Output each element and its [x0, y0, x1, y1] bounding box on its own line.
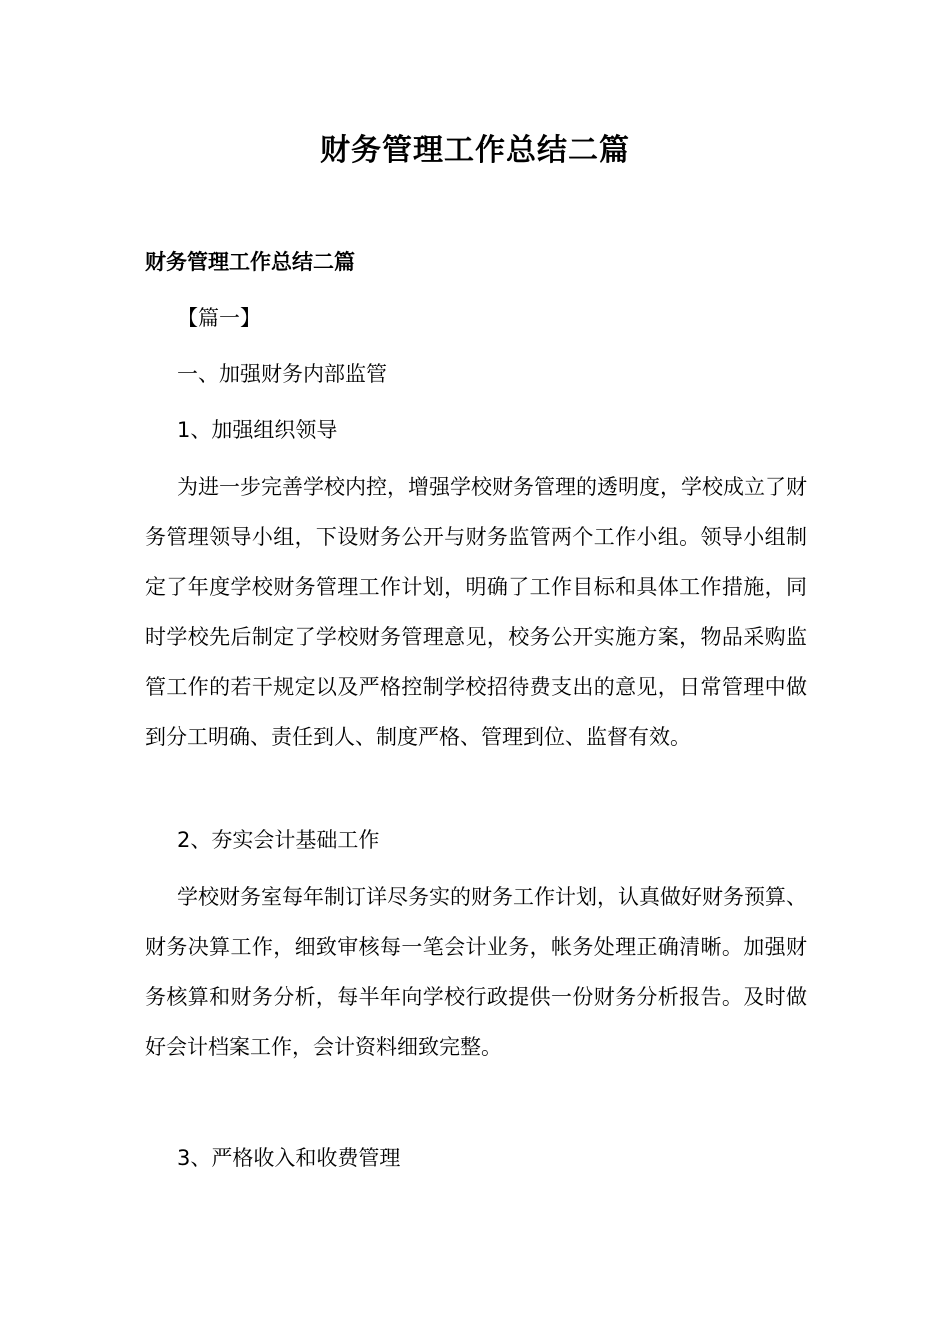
- item-paragraph-2: 学校财务室每年制订详尽务实的财务工作计划，认真做好财务预算、财务决算工作，细致审核每一笔会计业务，帐务处理正确清晰。加强财务核算和财务分析，每半年向学校行政提供一份财务分析报告。及时做好会计档案工作，会计资料细致完整。: [145, 885, 807, 1059]
- section-heading: 一、加强财务内部监管: [177, 362, 387, 386]
- item-heading-3: 3、严格收入和收费管理: [177, 1146, 401, 1170]
- document-subtitle: 财务管理工作总结二篇: [145, 250, 355, 274]
- document-title: 财务管理工作总结二篇: [320, 133, 630, 168]
- item-heading-2: 2、夯实会计基础工作: [177, 828, 380, 852]
- item-heading-1: 1、加强组织领导: [177, 418, 338, 442]
- part-label: 【篇一】: [177, 306, 261, 330]
- item-paragraph-1: 为进一步完善学校内控，增强学校财务管理的透明度，学校成立了财务管理领导小组，下设财务公开与财务监管两个工作小组。领导小组制定了年度学校财务管理工作计划，明确了工作目标和具体工作措施，同时学校先后制定了学校财务管理意见，校务公开实施方案，物品采购监管工作的若干规定以及严格控制学校招待费支出的意见，日常管理中做到分工明确、责任到人、制度严格、管理到位、监督有效。: [145, 475, 807, 749]
